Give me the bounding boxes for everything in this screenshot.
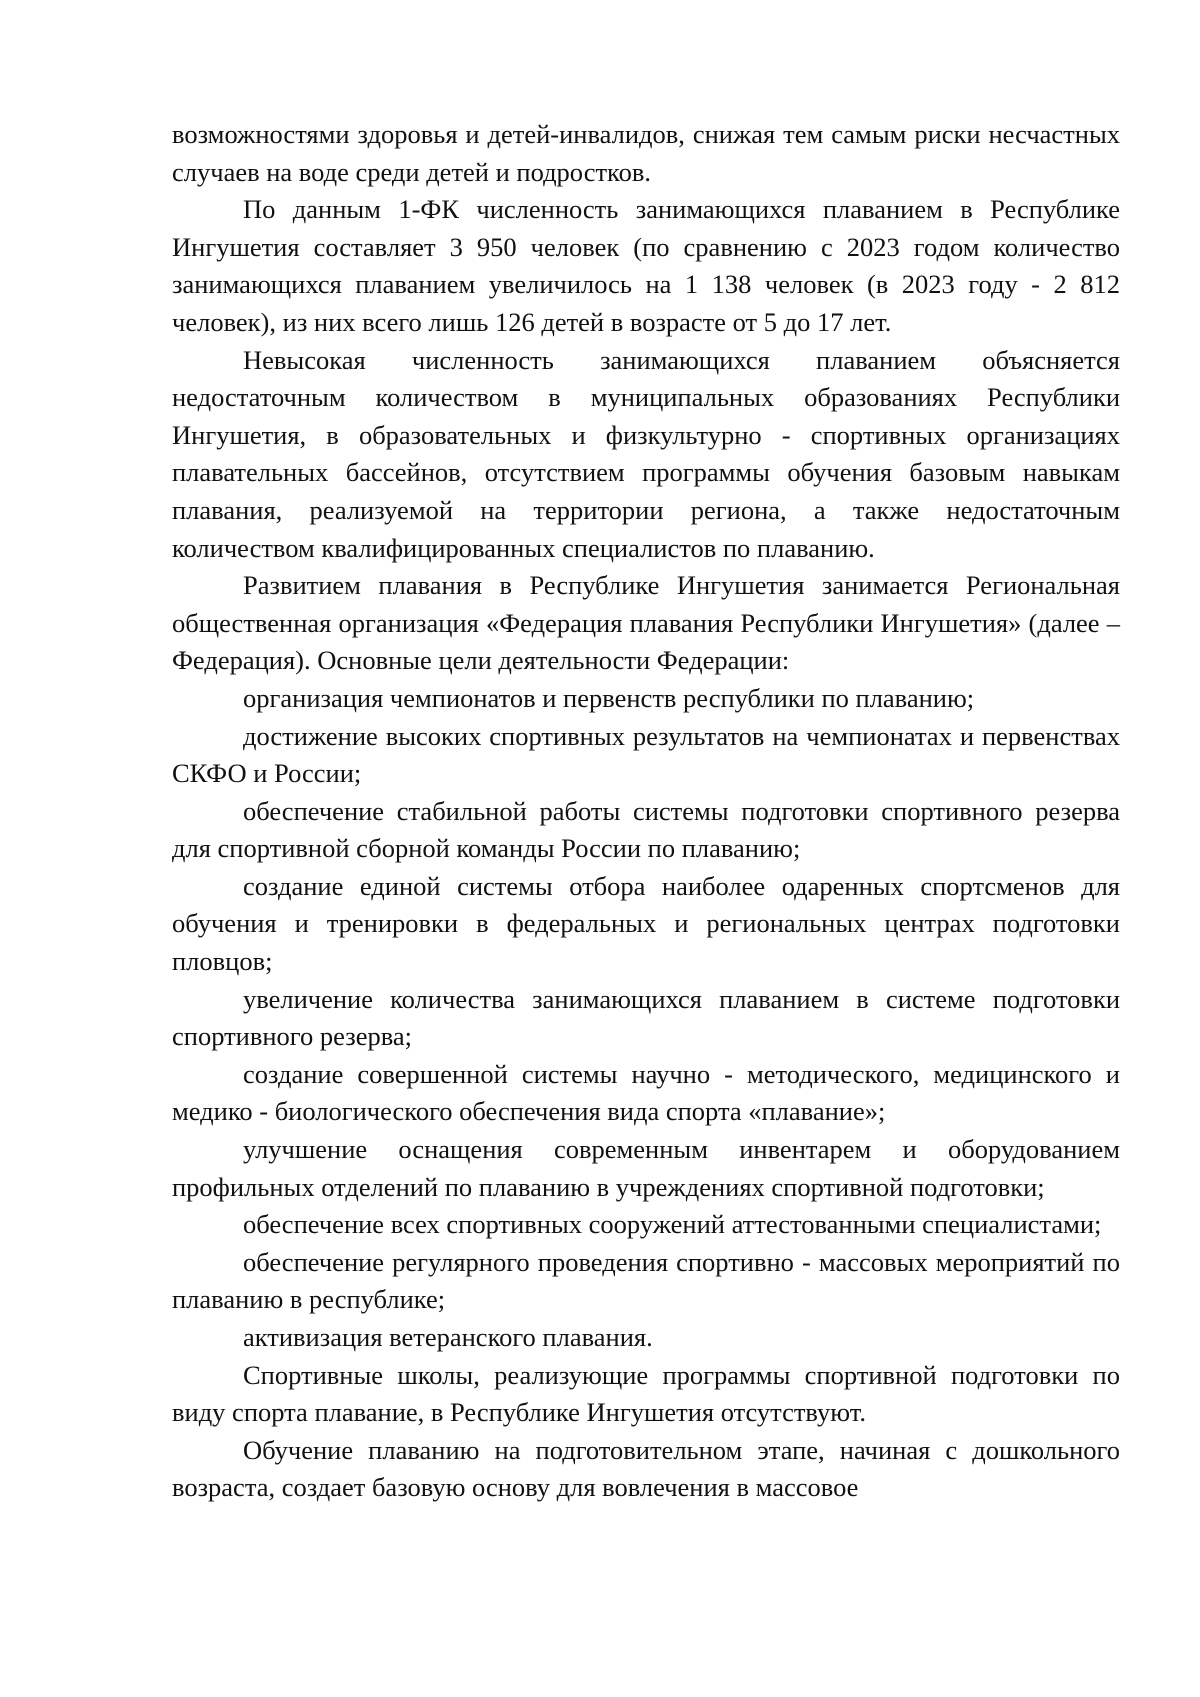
paragraph-federation-intro: Развитием плавания в Республике Ингушетия занимается Региональная общественная организация «Федерация плавания Республики Ингушетия» (далее – Федерация). Основные цели деятельности Федерации: — [172, 570, 1120, 676]
paragraph-low-numbers-reason: Невысокая численность занимающихся плаванием объясняется недостаточным количеством в муниципальных образованиях Республики Ингушетия, в образовательных и физкультурно - спортивных организациях плавательных бассейнов, отсутствием программы обучения базовым навыкам плавания, реализуемой на территории региона, а также недостаточным количеством квалифицированных специалистов по плаванию. — [172, 344, 1120, 563]
goal-item: активизация ветеранского плавания. — [243, 1322, 653, 1352]
paragraph-training-preparatory: Обучение плаванию на подготовительном этапе, начиная с дошкольного возраста, создает базовую основу для вовлечения в массовое — [172, 1434, 1120, 1503]
goal-item: увеличение количества занимающихся плаванием в системе подготовки спортивного резерва; — [172, 983, 1120, 1052]
goal-item: достижение высоких спортивных результатов на чемпионатах и первенствах СКФО и России; — [172, 720, 1120, 789]
goal-item: обеспечение стабильной работы системы подготовки спортивного резерва для спортивной сборной команды России по плаванию; — [172, 795, 1120, 864]
goal-item: обеспечение всех спортивных сооружений аттестованными специалистами; — [243, 1209, 1102, 1240]
goal-item: создание единой системы отбора наиболее одаренных спортсменов для обучения и тренировки в федеральных и региональных центрах подготовки пловцов; — [172, 870, 1120, 977]
goal-item: организация чемпионатов и первенств республики по плаванию; — [243, 682, 975, 713]
paragraph-sports-schools: Спортивные школы, реализующие программы спортивной подготовки по виду спорта плавание, в Республике Ингушетия отсутствуют. — [172, 1359, 1120, 1428]
goal-item: улучшение оснащения современным инвентарем и оборудованием профильных отделений по плаванию в учреждениях спортивной подготовки; — [172, 1134, 1120, 1202]
paragraph-continuation: возможностями здоровья и детей-инвалидов, снижая тем самым риски несчастных случаев на воде среди детей и подростков. — [172, 119, 1120, 187]
paragraph-participants-count: По данным 1-ФК численность занимающихся плаванием в Республике Ингушетия составляет 3 950 человек (по сравнению с 2023 годом количество занимающихся плаванием увеличилось на 1 138 человек (в 2023 году - 2 812 человек), из них всего лишь 126 детей в возрасте от 5 до 17 лет. — [172, 194, 1120, 337]
goal-item: обеспечение регулярного проведения спортивно - массовых мероприятий по плаванию в республике; — [172, 1246, 1120, 1315]
goal-item: создание совершенной системы научно - методического, медицинского и медико - биологического обеспечения вида спорта «плавание»; — [172, 1058, 1120, 1127]
document-body — [172, 116, 1120, 1507]
